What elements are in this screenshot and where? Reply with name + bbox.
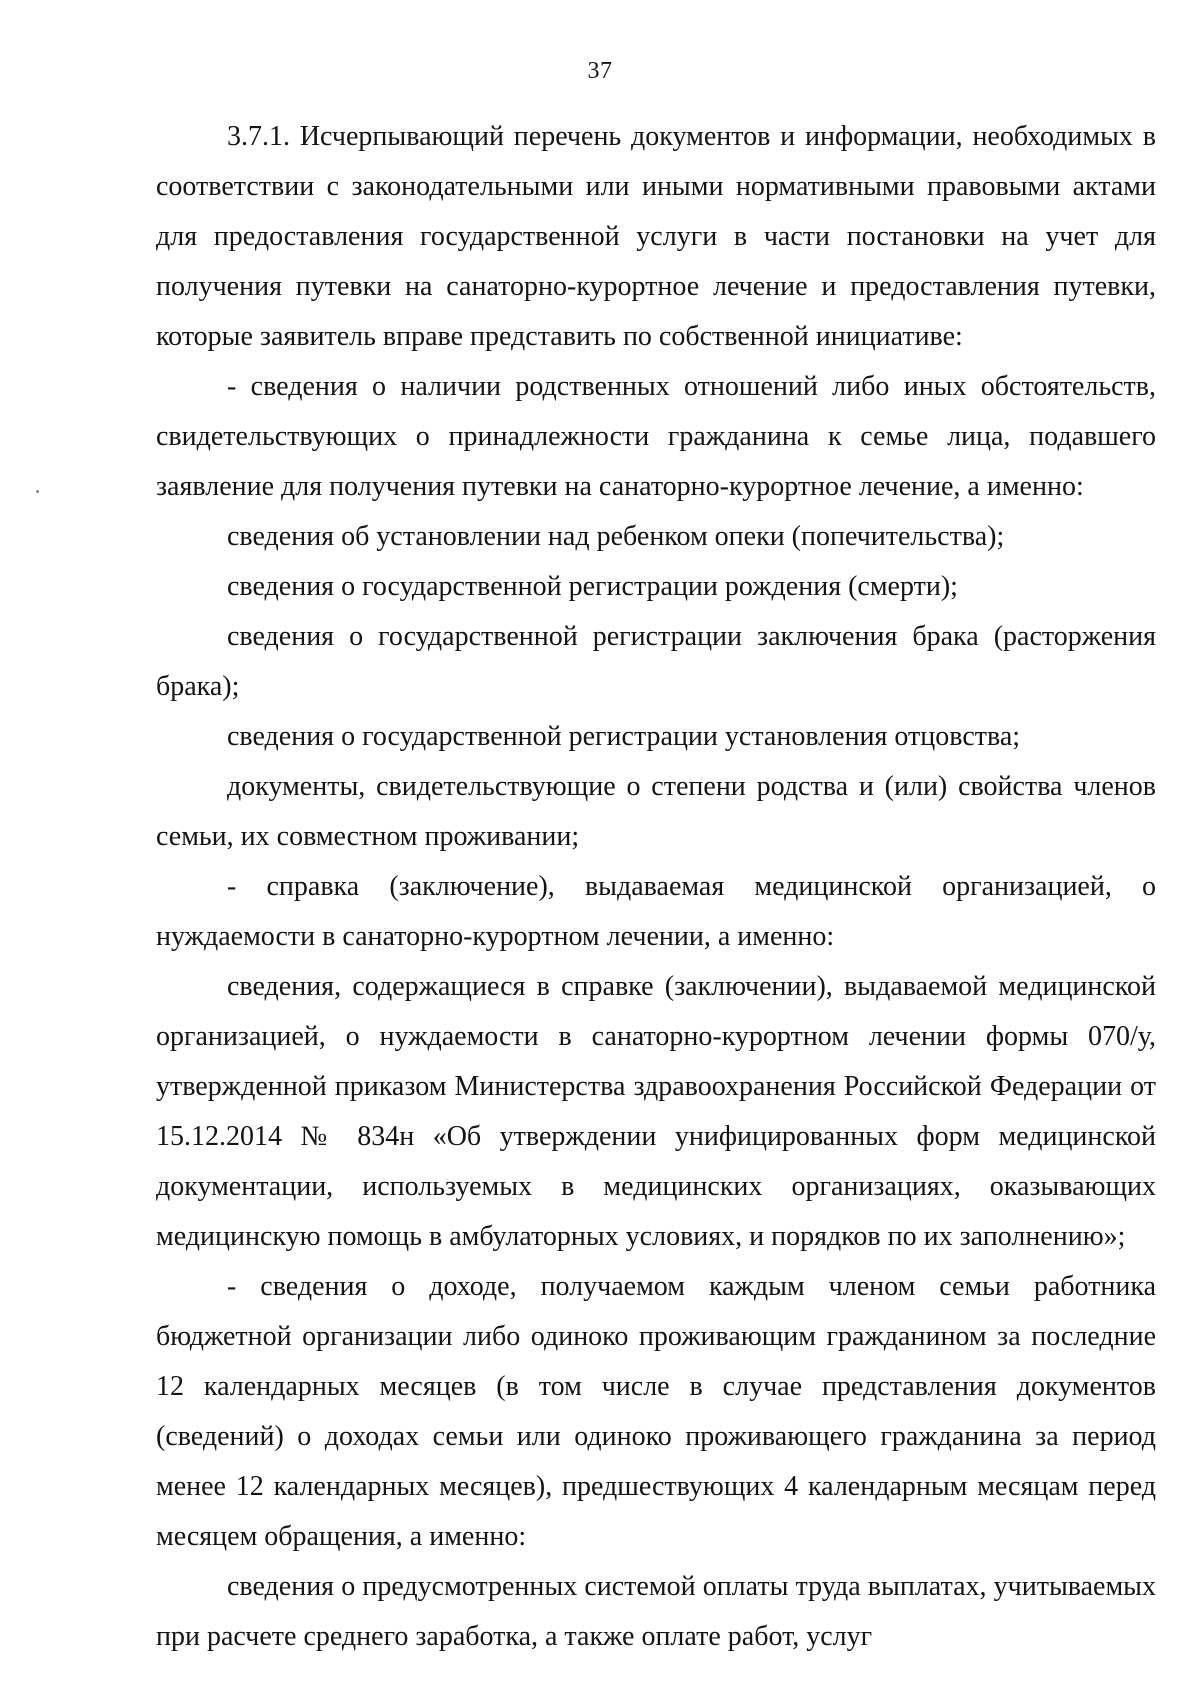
paragraph-guardianship: сведения об установлении над ребенком опеки (попечительства);	[227, 521, 1005, 552]
paragraph-kinship-info: - сведения о наличии родственных отношений либо иных обстоятельств, свидетельствующих о принадлежности гражданина к семье лица, подавшего заявление для получения путевки на санаторно-курортное лечение, а именно:	[156, 371, 1156, 502]
page-number: 37	[587, 58, 613, 84]
paragraph-paternity-registration: сведения о государственной регистрации установления отцовства;	[227, 721, 1021, 752]
paragraph-birth-death-registration: сведения о государственной регистрации рождения (смерти);	[227, 571, 958, 602]
paragraph-form-070: сведения, содержащиеся в справке (заключении), выдаваемой медицинской организацией, о нуждаемости в санаторно-курортном лечении формы 070/у, утвержденной приказом Министерства здравоохранения Российской Федерации от 15.12.2014 № 834н «Об утверждении унифицированных форм медицинской документации, используемых в медицинских организациях, оказывающих медицинскую помощь в амбулаторных условиях, и порядков по их заполнению»;	[156, 971, 1156, 1252]
scan-speck	[36, 490, 39, 493]
paragraph-medical-certificate: - справка (заключение), выдаваемая медицинской организацией, о нуждаемости в санаторно-курортном лечении, а именно:	[156, 871, 1156, 952]
paragraph-marriage-registration: сведения о государственной регистрации заключения брака (расторжения брака);	[156, 621, 1156, 702]
paragraph-kinship-documents: документы, свидетельствующие о степени родства и (или) свойства членов семьи, их совместном проживании;	[156, 771, 1156, 852]
paragraph-wage-payments: сведения о предусмотренных системой оплаты труда выплатах, учитываемых при расчете среднего заработка, а также оплате работ, услуг	[156, 1571, 1156, 1652]
paragraph-income-info: - сведения о доходе, получаемом каждым членом семьи работника бюджетной организации либо одиноко проживающим гражданином за последние 12 календарных месяцев (в том числе в случае представления документов (сведений) о доходах семьи или одиноко проживающего гражданина за период менее 12 календарных месяцев), предшествующих 4 календарным месяцам перед месяцем обращения, а именно:	[156, 1271, 1156, 1552]
document-body	[156, 112, 1156, 1662]
paragraph-3-7-1: 3.7.1. Исчерпывающий перечень документов и информации, необходимых в соответствии с законодательными или иными нормативными правовыми актами для предоставления государственной услуги в части постановки на учет для получения путевки на санаторно-курортное лечение и предоставления путевки, которые заявитель вправе представить по собственной инициативе:	[156, 121, 1156, 352]
